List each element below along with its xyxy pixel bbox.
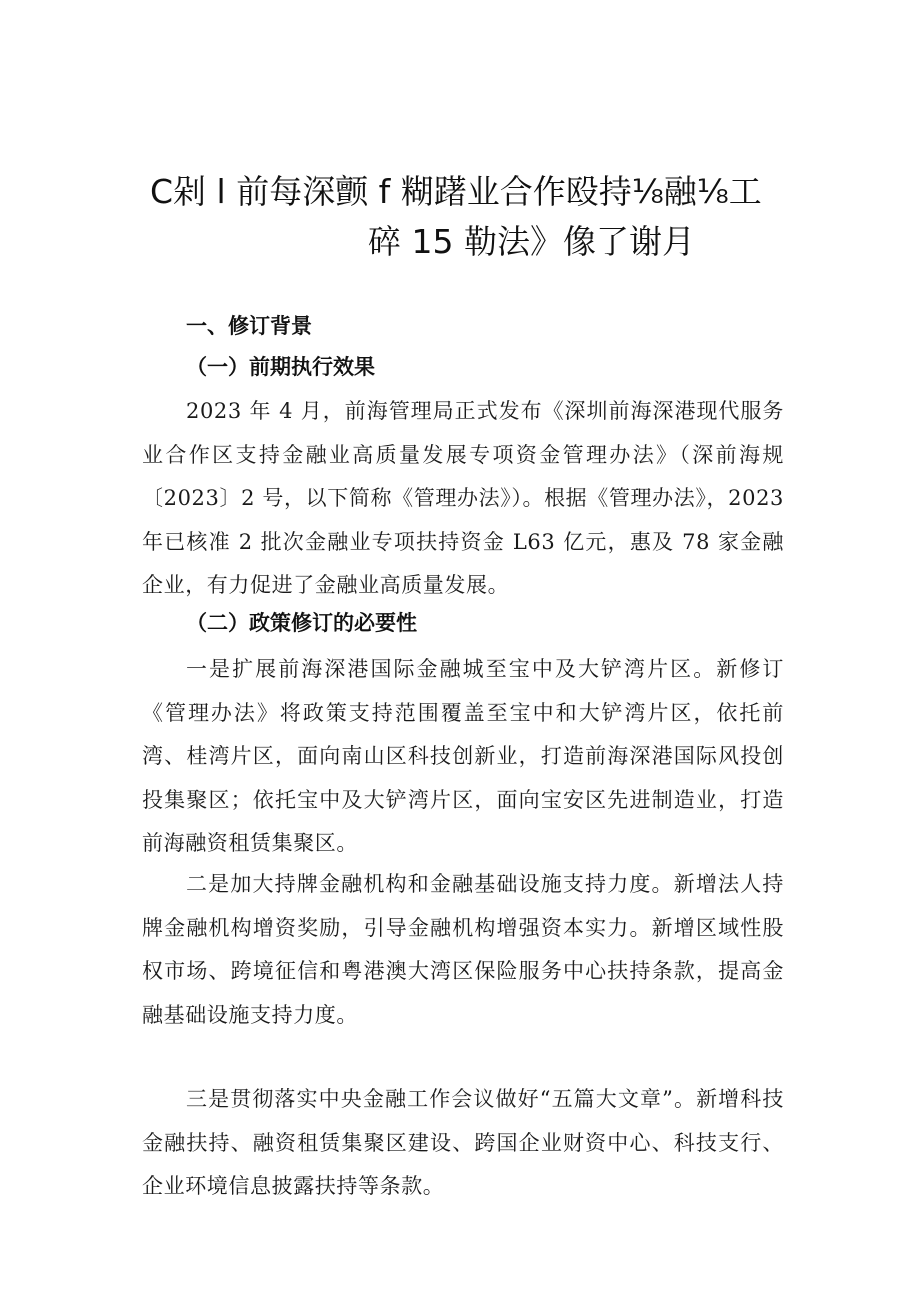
subsection-heading-effects: （一）前期执行效果 (186, 355, 375, 379)
paragraph-point-two: 二是加大持牌金融机构和金融基础设施支持力度。新增法人持牌金融机构增资奖励，引导金融机构增强资本实力。新增区域性股权市场、跨境征信和粤港澳大湾区保险服务中心扶持条款，提高金融基础设施支持力度。 (142, 872, 784, 1027)
section-heading-background: 一、修订背景 (186, 314, 312, 338)
document-title-line-1: C剁 l 前每深颤 f 糊躇业合作殴持⅛融⅛工 (150, 172, 762, 211)
paragraph-point-three: 三是贯彻落实中央金融工作会议做好“五篇大文章”。新增科技金融扶持、融资租赁集聚区建设、跨国企业财资中心、科技支行、企业环境信息披露扶持等条款。 (142, 1087, 784, 1198)
subsection-heading-necessity: （二）政策修订的必要性 (186, 611, 417, 635)
paragraph-effects: 2023 年 4 月，前海管理局正式发布《深圳前海深港现代服务业合作区支持金融业高质量发展专项资金管理办法》（深前海规〔2023〕2 号，以下简称《管理办法》）。根据《管理办法》，2023 年已核准 2 批次金融业专项扶持资金 L63 亿元，惠及 78 家金融企业，有力促进了金融业高质量发展。 (142, 399, 784, 597)
document-title-line-2: 碎 15 勒法》像了谢月 (368, 222, 695, 261)
paragraph-point-one: 一是扩展前海深港国际金融城至宝中及大铲湾片区。新修订《管理办法》将政策支持范围覆盖至宝中和大铲湾片区，依托前湾、桂湾片区，面向南山区科技创新业，打造前海深港国际风投创投集聚区；依托宝中及大铲湾片区，面向宝安区先进制造业，打造前海融资租赁集聚区。 (142, 657, 784, 855)
